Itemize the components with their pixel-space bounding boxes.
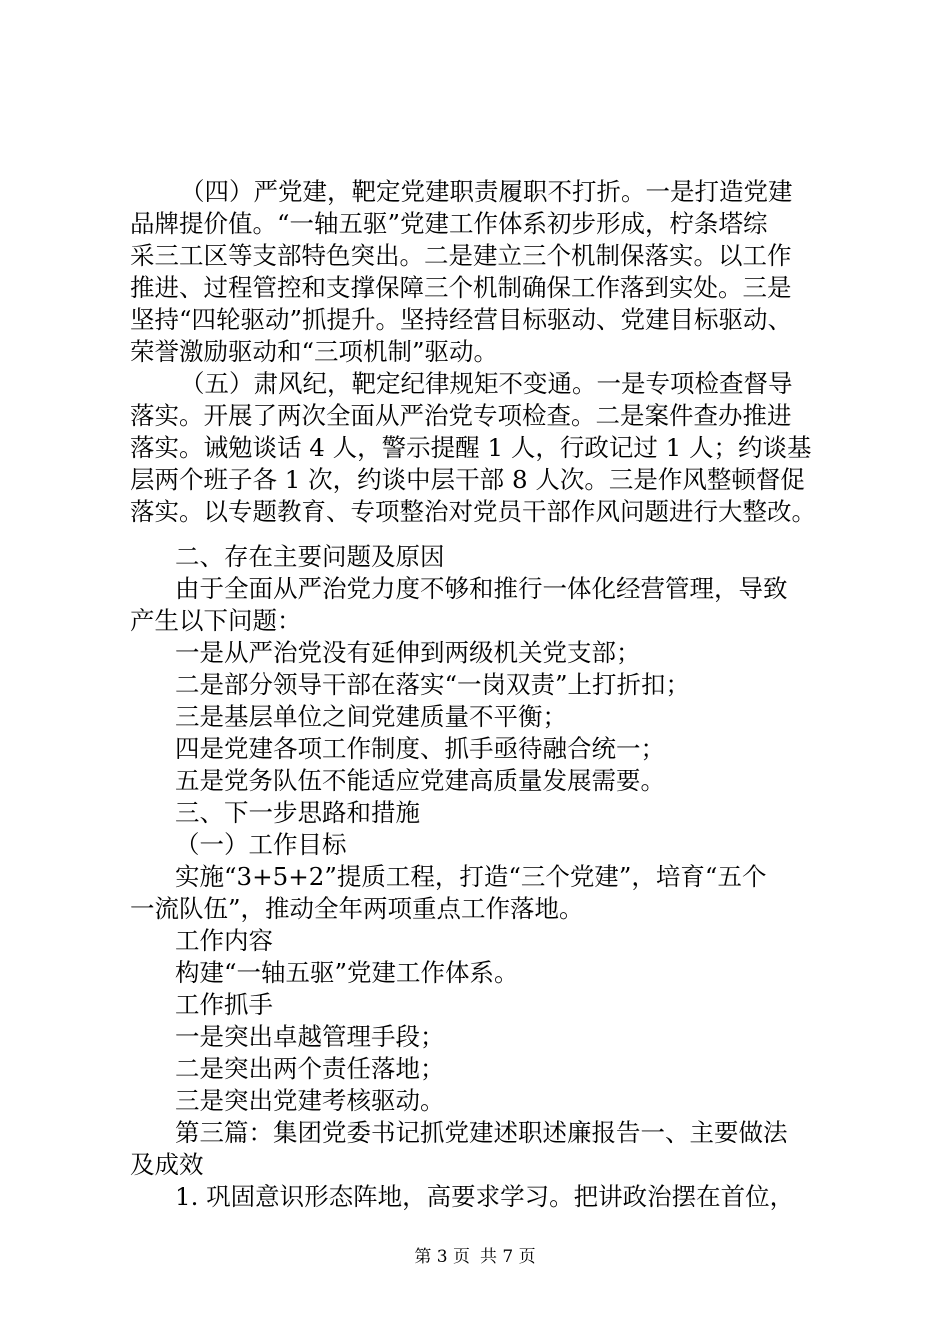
section-heading: 二、存在主要问题及原因 xyxy=(175,542,445,571)
text-line: 采三工区等支部特色突出。二是建立三个机制保落实。以工作 xyxy=(130,241,792,270)
subsection-heading: 工作抓手 xyxy=(175,990,273,1019)
section-heading: 三、下一步思路和措施 xyxy=(175,798,420,827)
text-line: 品牌提价值。“一轴五驱”党建工作体系初步形成，柠条塔综 xyxy=(130,209,768,238)
text-line: 层两个班子各 1 次，约谈中层干部 8 人次。三是作风整顿督促 xyxy=(130,465,805,494)
list-item: 一是突出卓越管理手段； xyxy=(175,1022,445,1051)
list-item: 一是从严治党没有延伸到两级机关党支部； xyxy=(175,638,641,667)
text-line: 落实。诫勉谈话 4 人，警示提醒 1 人，行政记过 1 人；约谈基 xyxy=(130,433,812,462)
text-line: 由于全面从严治党力度不够和推行一体化经营管理，导致 xyxy=(175,574,788,603)
article-title: 第三篇：集团党委书记抓党建述职述廉报告一、主要做法 xyxy=(175,1118,788,1147)
text-line: 推进、过程管控和支撑保障三个机制确保工作落到实处。三是 xyxy=(130,273,792,302)
text-line: 实施“3+5+2”提质工程，打造“三个党建”，培育“五个 xyxy=(175,862,767,891)
page-number: 第 3 页 xyxy=(414,1247,470,1267)
page-total: 共 7 页 xyxy=(480,1247,536,1267)
page-footer xyxy=(0,1246,950,1268)
list-item: 二是部分领导干部在落实“一岗双责”上打折扣； xyxy=(175,670,691,699)
list-item: 五是党务队伍不能适应党建高质量发展需要。 xyxy=(175,766,665,795)
text-line: 产生以下问题： xyxy=(130,606,302,635)
list-item: 三是基层单位之间党建质量不平衡； xyxy=(175,702,567,731)
text-line: 及成效 xyxy=(130,1150,204,1179)
text-line: 坚持“四轮驱动”抓提升。坚持经营目标驱动、党建目标驱动、 xyxy=(130,305,793,334)
text-line: 一流队伍”，推动全年两项重点工作落地。 xyxy=(130,894,584,923)
text-line: 1. 巩固意识形态阵地，高要求学习。把讲政治摆在首位， xyxy=(175,1182,795,1211)
list-item: 三是突出党建考核驱动。 xyxy=(175,1086,445,1115)
text-line: 落实。开展了两次全面从严治党专项检查。二是案件查办推进 xyxy=(130,401,792,430)
text-line: （四）严党建，靶定党建职责履职不打折。一是打造党建 xyxy=(180,177,793,206)
text-line: 落实。以专题教育、专项整治对党员干部作风问题进行大整改。 xyxy=(130,497,816,526)
subsection-heading: 工作内容 xyxy=(175,926,273,955)
subsection-heading: （一）工作目标 xyxy=(175,830,347,859)
list-item: 二是突出两个责任落地； xyxy=(175,1054,445,1083)
text-line: （五）肃风纪，靶定纪律规矩不变通。一是专项检查督导 xyxy=(180,369,793,398)
text-line: 构建“一轴五驱”党建工作体系。 xyxy=(175,958,519,987)
list-item: 四是党建各项工作制度、抓手亟待融合统一； xyxy=(175,734,665,763)
text-line: 荣誉激励驱动和“三项机制”驱动。 xyxy=(130,337,499,366)
